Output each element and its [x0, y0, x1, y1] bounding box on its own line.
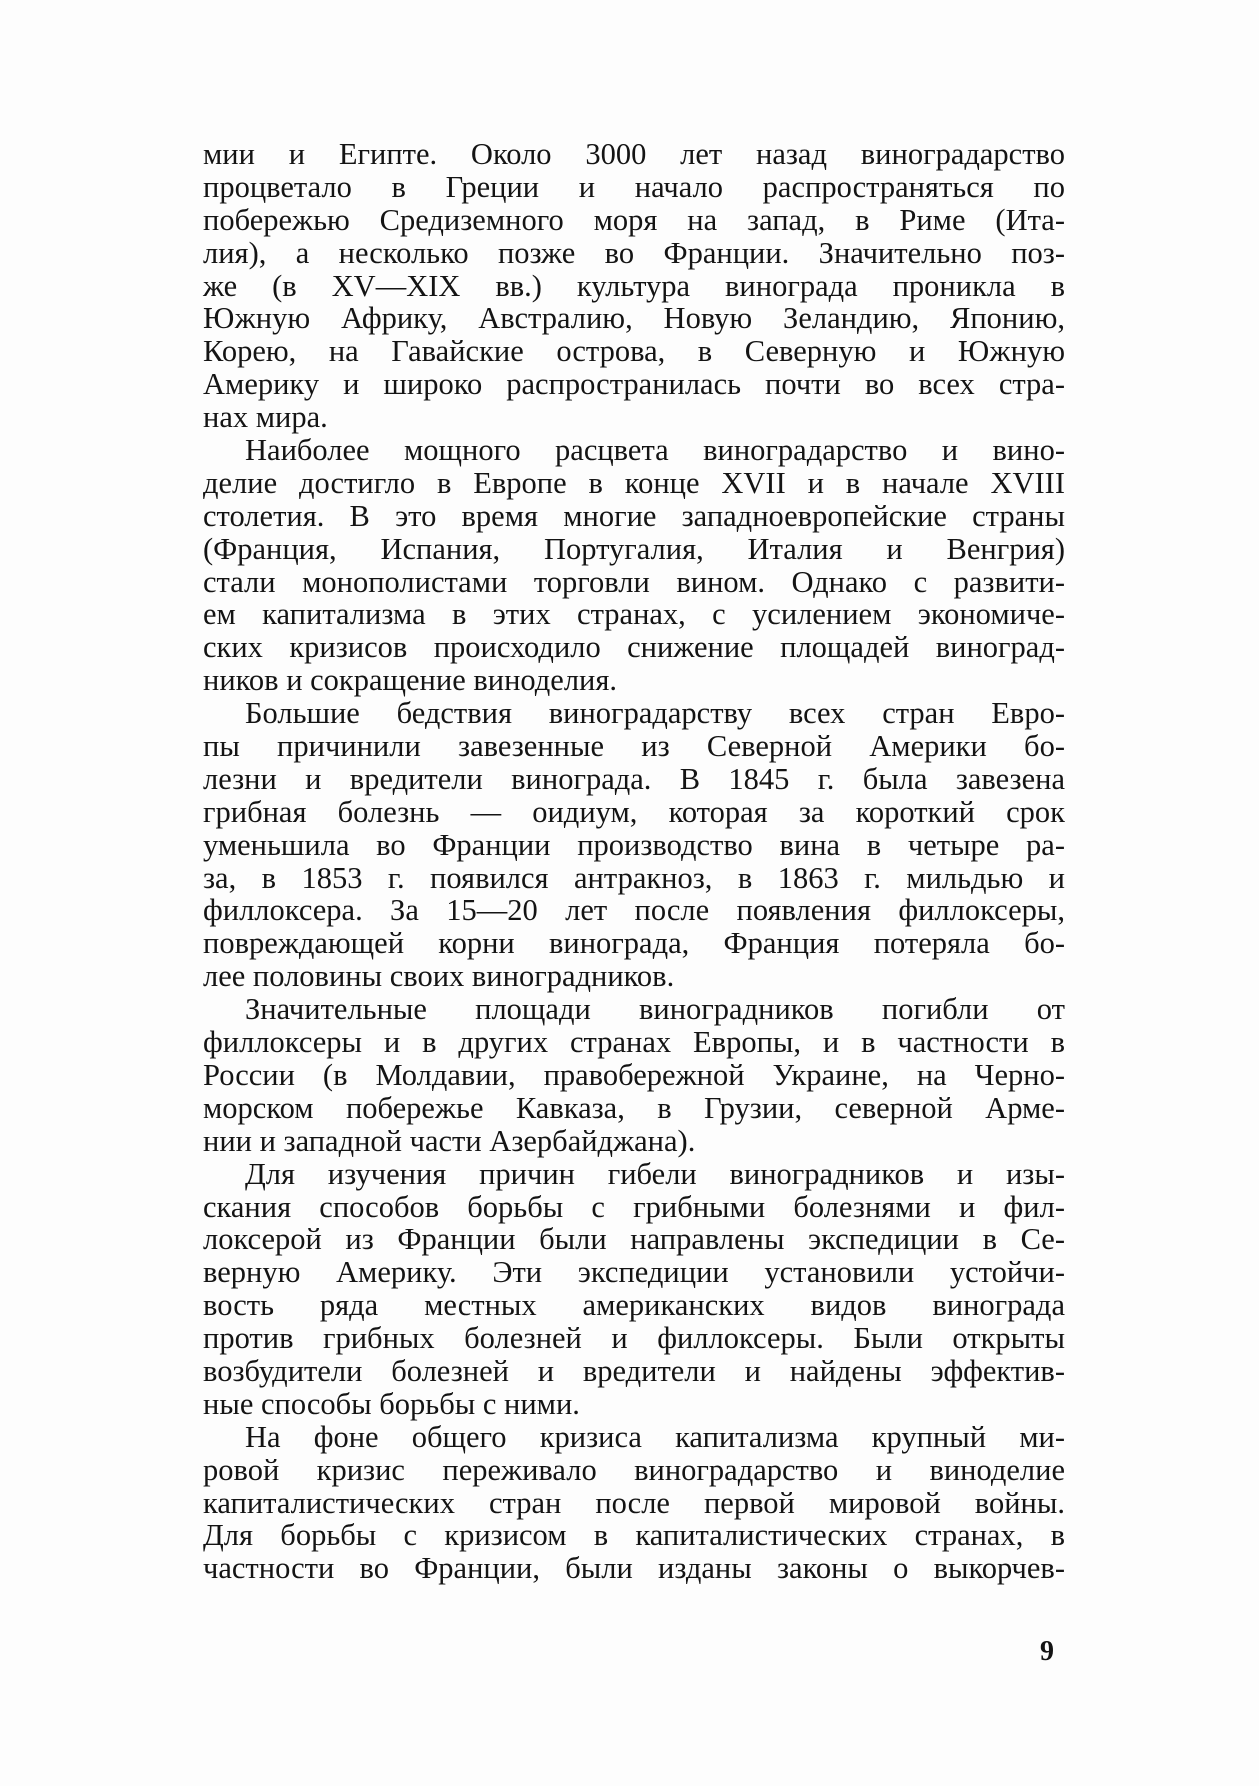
text-line: пы причинили завезенные из Северной Америки бо- [203, 729, 1065, 764]
text-line: ем капитализма в этих странах, с усилением экономиче- [203, 597, 1065, 632]
text-line: филлоксера. За 15—20 лет после появления филлоксеры, [203, 893, 1065, 928]
text-line: Корею, на Гавайские острова, в Северную и Южную [203, 334, 1065, 369]
text-line: морском побережье Кавказа, в Грузии, северной Арме- [203, 1090, 1065, 1125]
text-line: за, в 1853 г. появился антракноз, в 1863 г. мильдью и [203, 860, 1065, 895]
text-line: Наиболее мощного расцвета виноградарство и вино- [245, 433, 1065, 468]
text-line: Америку и широко распространилась почти во всех стра- [203, 367, 1065, 402]
text-line: капиталистических стран после первой мировой войны. [203, 1485, 1065, 1520]
text-line: против грибных болезней и филлоксеры. Были открыты [203, 1321, 1065, 1356]
text-line: уменьшила во Франции производство вина в четыре ра- [203, 827, 1065, 862]
text-line: побережью Средиземного моря на запад, в Риме (Ита- [203, 202, 1065, 237]
text-line: филлоксеры и в других странах Европы, и в частности в [203, 1025, 1065, 1060]
text-line: стали монополистами торговли вином. Однако с развити- [203, 564, 1065, 599]
page-number: 9 [1040, 1636, 1054, 1667]
text-line: Большие бедствия виноградарству всех стран Евро- [245, 696, 1065, 731]
text-line: лия), а несколько позже во Франции. Значительно поз- [203, 235, 1065, 270]
text-line: (Франция, Испания, Португалия, Италия и Венгрия) [203, 531, 1065, 566]
text-line: России (в Молдавии, правобережной Украине, на Черно- [203, 1057, 1065, 1092]
text-line: повреждающей корни винограда, Франция потеряла бо- [203, 926, 1065, 961]
text-line: нах мира. [203, 400, 328, 435]
text-line: лезни и вредители винограда. В 1845 г. была завезена [203, 761, 1065, 796]
text-line: Для изучения причин гибели виноградников и изы- [245, 1156, 1065, 1191]
text-line: возбудители болезней и вредители и найдены эффектив- [203, 1353, 1065, 1388]
text-line: грибная болезнь — оидиум, которая за короткий срок [203, 794, 1065, 829]
text-line: нии и западной части Азербайджана). [203, 1123, 696, 1158]
text-line: верную Америку. Эти экспедиции установили устойчи- [203, 1255, 1065, 1290]
text-line: локсерой из Франции были направлены экспедиции в Се- [203, 1222, 1065, 1257]
text-line: вость ряда местных американских видов винограда [203, 1288, 1065, 1323]
text-line: делие достигло в Европе в конце XVII и в начале XVIII [203, 465, 1065, 500]
text-line: же (в XV—XIX вв.) культура винограда проникла в [203, 268, 1065, 303]
text-line: Значительные площади виноградников погибли от [245, 992, 1065, 1027]
text-line: лее половины своих виноградников. [203, 959, 675, 994]
text-line: ников и сокращение виноделия. [203, 663, 618, 698]
text-line: ских кризисов происходило снижение площадей виноград- [203, 630, 1065, 665]
text-line: частности во Франции, были изданы законы о выкорчев- [203, 1551, 1065, 1586]
text-line: скания способов борьбы с грибными болезнями и фил- [203, 1189, 1065, 1224]
text-line: ровой кризис переживало виноградарство и виноделие [203, 1452, 1065, 1487]
text-line: столетия. В это время многие западноевропейские страны [203, 498, 1065, 533]
text-line: мии и Египте. Около 3000 лет назад виноградарство [203, 137, 1065, 171]
text-line: Южную Африку, Австралию, Новую Зеландию, Японию, [203, 301, 1065, 336]
body-text [203, 138, 1065, 1585]
text-line: На фоне общего кризиса капитализма крупный ми- [245, 1419, 1065, 1454]
text-line: ные способы борьбы с ними. [203, 1386, 580, 1421]
text-line: Для борьбы с кризисом в капиталистических странах, в [203, 1518, 1065, 1553]
text-line: процветало в Греции и начало распространяться по [203, 169, 1065, 204]
